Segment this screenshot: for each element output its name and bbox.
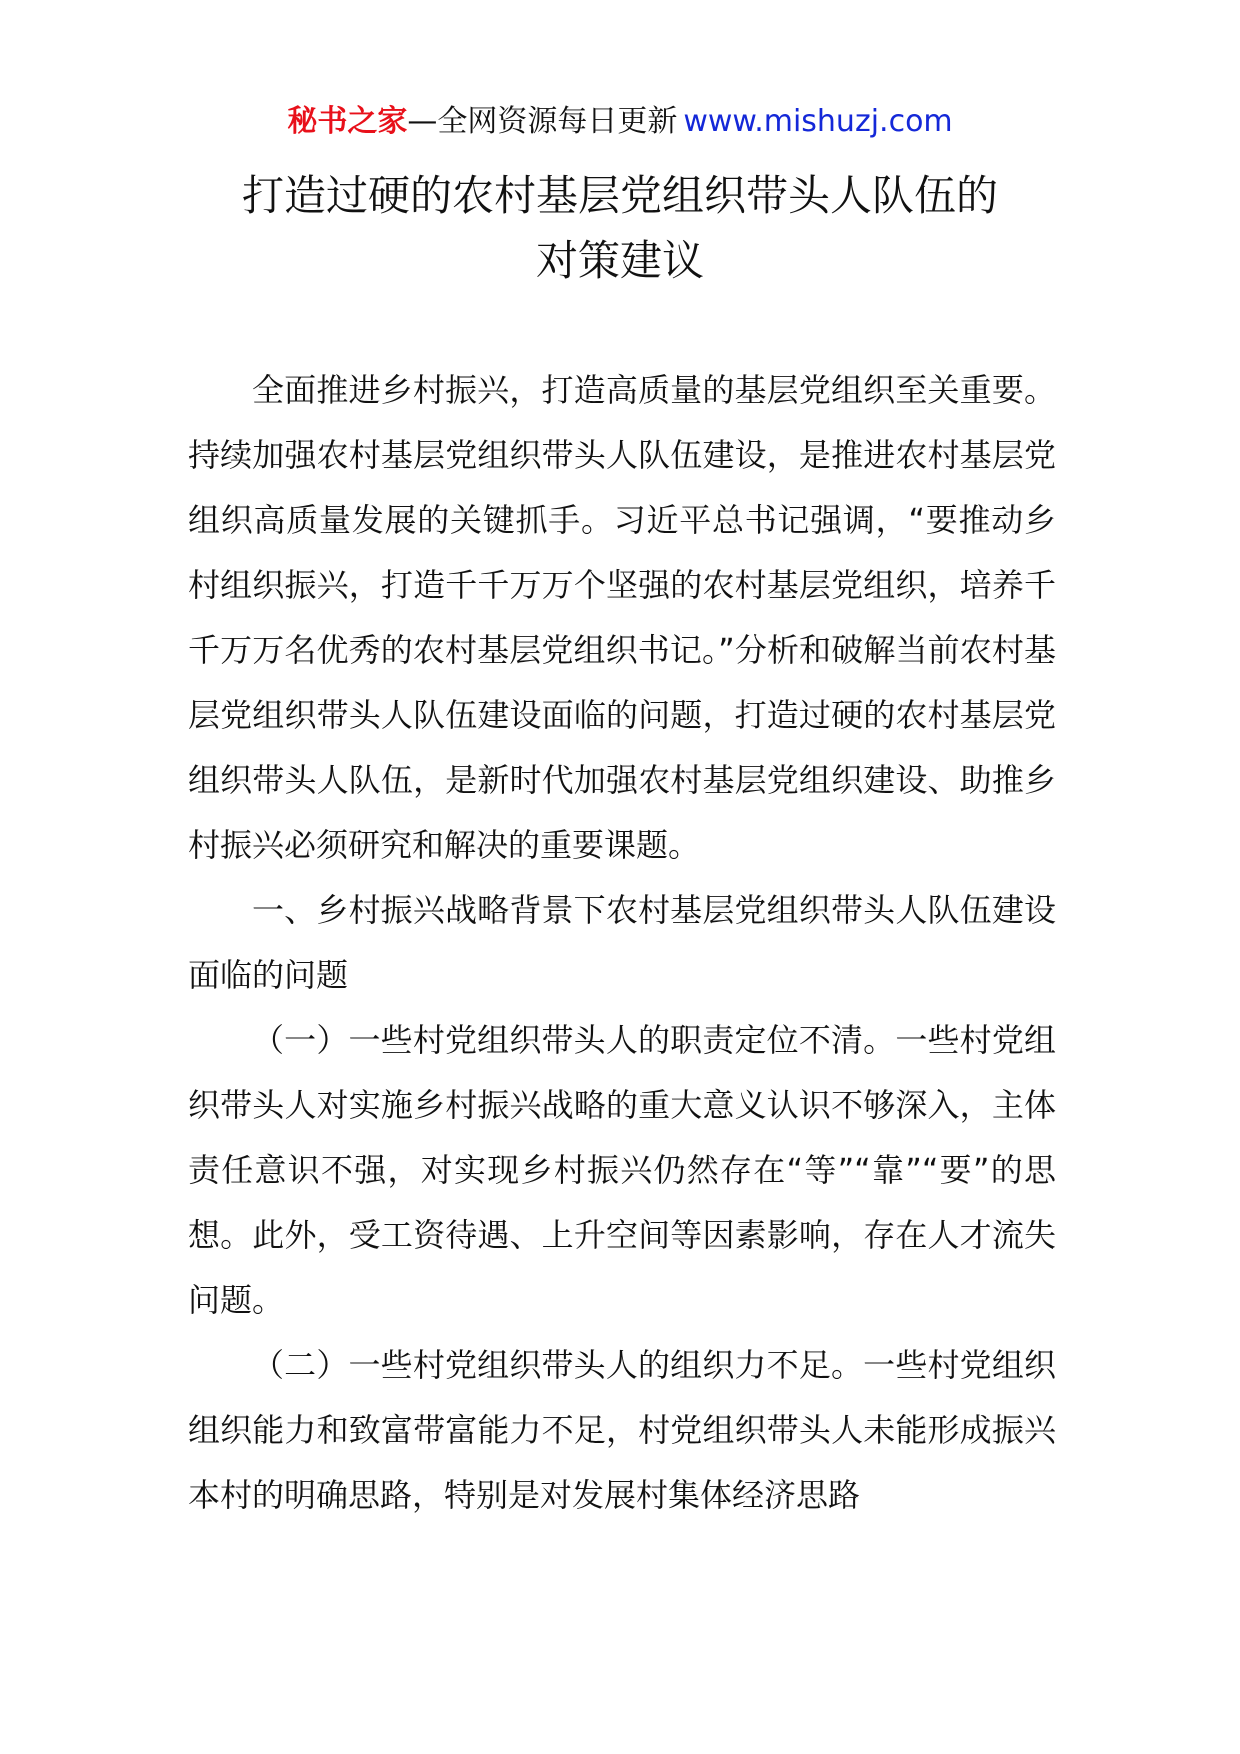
site-header (0, 100, 1240, 144)
title-line-2: 对策建议 (535, 236, 704, 285)
header-tagline: —全网资源每日更新 (407, 104, 678, 139)
intro-paragraph: 全面推进乡村振兴，打造高质量的基层党组织至关重要。持续加强农村基层党组织带头人队伍建设，是推进农村基层党组织高质量发展的关键抓手。习近平总书记强调，“要推动乡村组织振兴，打造千千万万个坚强的农村基层党组织，培养千千万万名优秀的农村基层党组织书记。”分析和破解当前农村基层党组织带头人队伍建设面临的问题，打造过硬的农村基层党组织带头人队伍，是新时代加强农村基层党组织建设、助推乡村振兴必须研究和解决的重要课题。 (188, 371, 1056, 864)
document-title (0, 163, 1240, 293)
document-body (188, 358, 1056, 1528)
subsection-paragraph-1: （一）一些村党组织带头人的职责定位不清。一些村党组织带头人对实施乡村振兴战略的重大意义认识不够深入，主体责任意识不强，对实现乡村振兴仍然存在“等”“靠”“要”的思想。此外，受工资待遇、上升空间等因素影响，存在人才流失问题。 (188, 1021, 1056, 1319)
section-heading-1: 一、乡村振兴战略背景下农村基层党组织带头人队伍建设面临的问题 (188, 891, 1056, 994)
brand-name: 秘书之家 (287, 104, 408, 139)
subsection-paragraph-2: （二）一些村党组织带头人的组织力不足。一些村党组织组织能力和致富带富能力不足，村党组织带头人未能形成振兴本村的明确思路，特别是对发展村集体经济思路 (188, 1346, 1056, 1514)
title-line-1: 打造过硬的农村基层党组织带头人队伍的 (241, 171, 998, 220)
site-url-link[interactable]: www.mishuzj.com (683, 104, 953, 139)
